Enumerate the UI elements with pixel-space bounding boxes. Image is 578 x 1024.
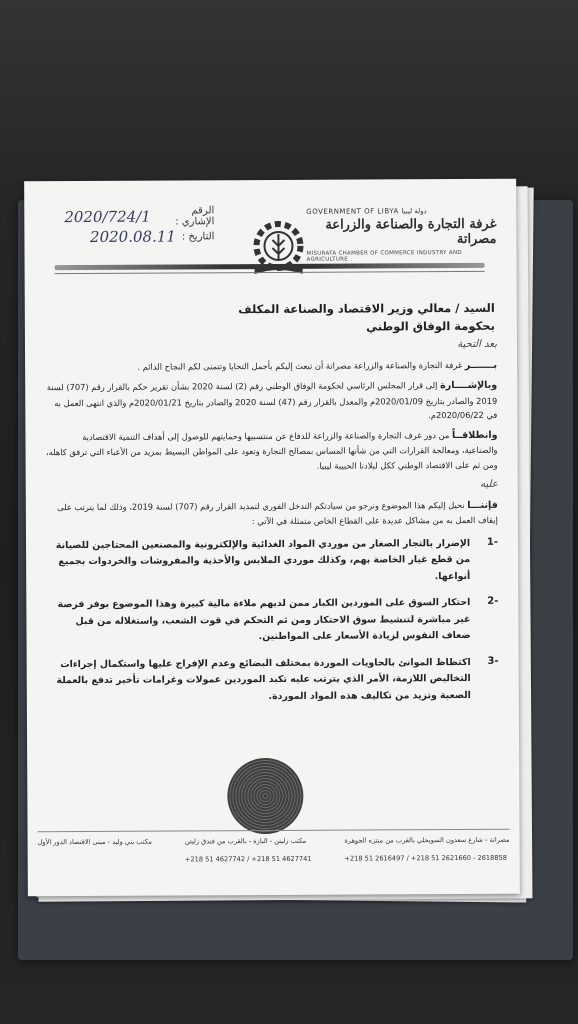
official-stamp: [227, 758, 303, 834]
addressee-line-1: السيد / معالي وزير الاقتصاد والصناعة المكلف: [238, 300, 495, 317]
reference-date-row: [64, 226, 214, 247]
basis-key: وانطلاقــاً: [451, 429, 498, 441]
letterhead: [306, 207, 496, 263]
reference-block: [64, 206, 214, 247]
basis-paragraph: [45, 427, 497, 474]
reference-number-label: الرقم الإشاري :: [175, 205, 215, 228]
list-item-number: -1: [486, 536, 499, 548]
office-baniwalid-address: مكتب بني وليد - مبنى الاقتصاد الدور الأول: [37, 837, 152, 847]
chamber-name-en: MISURATA CHAMBER OF COMMERCE INDUSTRY AND AGRICULTURE: [306, 250, 462, 263]
chamber-name-ar: غرفة التجارة والصناعة والزراعة مصراتة: [325, 216, 497, 248]
letter-page: [24, 179, 520, 897]
office-misurata: [344, 836, 509, 863]
reference-number-value: 2020/724/1: [64, 207, 151, 227]
addressee-line-2: بحكومة الوفاق الوطني: [366, 318, 495, 334]
reference-paragraph: [45, 378, 497, 425]
intro-key: بـــــــر: [464, 359, 498, 371]
office-zliten-phone: +218 51 4627742 / +218 51 4627741: [184, 854, 312, 864]
letter-body: [45, 337, 499, 716]
list-item: [47, 654, 499, 706]
request-key: فإننـــا: [467, 499, 498, 511]
office-zliten: [185, 837, 312, 864]
intro-text: غرفة التجارة والصناعة والزراعة مصراتة أن تبعث إليكم بأجمل التحايا وتتمنى لكم النجاح الدائم .: [137, 359, 463, 372]
government-name-ar: دولة ليبيا: [401, 207, 427, 216]
list-item-number: -3: [487, 655, 499, 667]
reference-number-row: [64, 206, 214, 227]
section-handwritten: عليه: [480, 478, 498, 490]
request-paragraph: [46, 497, 498, 529]
list-item: [46, 595, 498, 647]
reference-text: إلى قرار المجلس الرئاسي لحكومة الوفاق الوطني رقم (2) لسنة 2020 بشأن تقرير حكم بالقرار رقم (707) لسنة 2019 والصادر بتاريخ 2020/01/09م والمعدل بالقرار رقم (47) لسنة 2020 والصادر بتاريخ 2020/01/21م والذي انتهى العمل به في 2020/06/22م.: [46, 380, 498, 421]
reference-date-value: 2020.08.11: [89, 227, 176, 246]
government-name-en: GOVERNMENT OF LIBYA: [306, 207, 399, 216]
greeting-handwritten: بعد التحية: [457, 338, 498, 351]
office-misurata-address: مصراتة - شارع سعدون السويحلي بالقرب من منتزه الجوهرة: [344, 835, 510, 845]
reference-key: وبالإشــــارة: [440, 379, 498, 392]
chamber-logo-icon: [246, 216, 310, 280]
list-item-text: الإضرار بالتجار الصغار من موردي المواد الغذائية والإلكترونية والمصنعين المحتاجين للصيانة من قطع غيار الخاصة بهم، وكذلك موردي الملابس والأحذية والمفروشات والخردوات بجميع أنواعها.: [55, 537, 471, 582]
intro-paragraph: [45, 357, 497, 375]
request-text: نحيل إليكم هذا الموضوع ونرجو من سيادتكم التدخل الفوري لتمديد القرار رقم (707) لسنة 2019، وذلك لما يترتب على إيقاف العمل به من مشاكل عديدة على القطاع الخاص متمثلة في الآتي :: [57, 499, 498, 527]
reference-date-label: التاريخ :: [181, 230, 215, 242]
office-zliten-address: مكتب زليتن - البازة - بالقرب من فندق زليتن: [184, 836, 307, 846]
addressee: [238, 299, 495, 336]
basis-text: من دور غرف التجارة والصناعة والزراعة للدفاع عن منتسبيها وحمايتهم للوصول إلى أهداف التنمية الاقتصادية والصناعية، ومعالجة القرارات التي من شأنها المساس بمصالح التجارة وتعود على المواطن البسيط بمزيد من الأعباء التي ترفق كاهله، ومن ثم على الاقتصاد الوطني ككل لبلادنا الحبيبة ليبيا.: [45, 429, 498, 471]
list-item: [46, 535, 498, 587]
office-misurata-phone: +218 51 2616497 / +218 51 2621660 - 2618858: [344, 853, 507, 863]
table-surface: [0, 0, 578, 200]
office-baniwalid: [38, 838, 152, 865]
list-item-text: احتكار السوق على الموردين الكبار ممن لديهم ملاءة مالية كبيرة وهذا الموضوع يوفر فرصة غير مباشرة لتنشيط سوق الاحتكار ومن ثم التحكم في قوت الشعب، واستغلاله من قبل ضعاف النفوس لزيادة الأسعار على المواطنين.: [57, 596, 471, 643]
list-item-text: اكتظاظ الموانئ بالحاويات الموردة بمختلف البضائع وعدم الإفراج عليها واستكمال إجراءات التخاليص اللازمة، الأمر الذي يترتب عليه تكبد الموردين عمولات وغرامات تأخير تدفع بالعملة الصعبة وتزيد من تكاليف هذه المواد الموردة.: [56, 656, 471, 702]
letter-footer: [38, 829, 510, 864]
list-item-number: -2: [487, 595, 499, 607]
